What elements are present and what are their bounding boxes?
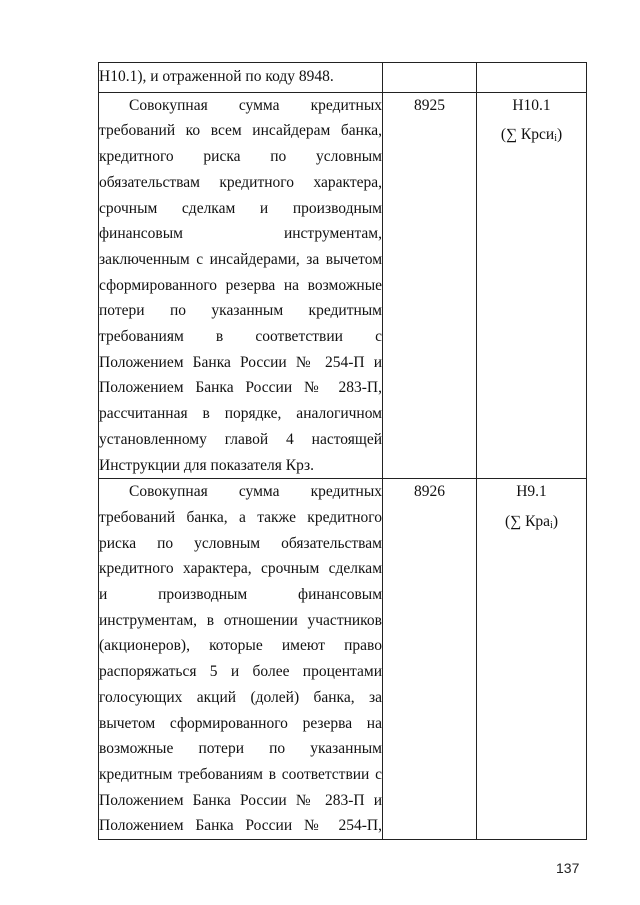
description-line: Совокупная сумма кредитных bbox=[129, 96, 382, 114]
description-line: кредитным требованиям в соответствии с bbox=[99, 765, 382, 783]
description-line: и производным финансовым bbox=[99, 586, 382, 604]
indicator-name: Н10.1 bbox=[512, 96, 551, 114]
description-line: вычетом сформированного резерва на bbox=[99, 714, 382, 732]
table-row bbox=[99, 479, 587, 840]
indicator-cell bbox=[477, 479, 587, 840]
description-line: Инструкции для показателя Крз. bbox=[99, 456, 315, 474]
code-cell bbox=[383, 63, 477, 93]
description-line: Н10.1), и отраженной по коду 8948. bbox=[99, 68, 334, 85]
description-line: установленному главой 4 настоящей bbox=[99, 430, 382, 448]
description-line: Положением Банка России № 283-П и bbox=[99, 791, 382, 809]
description-line: распоряжаться 5 и более процентами bbox=[99, 663, 382, 681]
description-line: обязательствам кредитного характера, bbox=[99, 173, 382, 191]
description-line: инструментам, в отношении участников bbox=[99, 611, 382, 629]
document-table bbox=[98, 62, 587, 840]
indicator-name: Н9.1 bbox=[516, 483, 547, 501]
description-line: требований ко всем инсайдерам банка, bbox=[99, 122, 382, 140]
indicator-cell bbox=[477, 63, 587, 93]
indicator-formula: (∑ Крси$_i$) bbox=[500, 126, 563, 145]
description-line: финансовым инструментам, bbox=[99, 225, 382, 243]
description-cell bbox=[99, 479, 383, 840]
description-line: возможные потери по указанным bbox=[99, 740, 382, 758]
description-line: Положением Банка России № 254-П и bbox=[99, 353, 382, 371]
description-line: Положением Банка России № 254-П, bbox=[99, 817, 382, 835]
description-line: Совокупная сумма кредитных bbox=[129, 483, 382, 501]
table-body bbox=[99, 63, 587, 840]
description-line: требованиям в соответствии с bbox=[99, 328, 382, 346]
description-cell bbox=[99, 63, 383, 93]
code-cell: 8926 bbox=[383, 479, 477, 840]
description-cell bbox=[99, 92, 383, 479]
description-line: кредитного риска по условным bbox=[99, 148, 382, 166]
code-cell: 8925 bbox=[383, 92, 477, 479]
indicator-formula: (∑ Кра$_i$) bbox=[504, 512, 558, 531]
description-line: требований банка, а также кредитного bbox=[99, 508, 382, 526]
table-row bbox=[99, 63, 587, 93]
description-line: кредитного характера, срочным сделкам bbox=[99, 560, 382, 578]
page-number: 137 bbox=[556, 860, 580, 876]
description-line: заключенным с инсайдерами, за вычетом bbox=[99, 250, 382, 268]
description-line: сформированного резерва на возможные bbox=[99, 276, 382, 294]
description-line: (акционеров), которые имеют право bbox=[99, 637, 382, 655]
description-line: потери по указанным кредитным bbox=[99, 302, 382, 320]
description-line: голосующих акций (долей) банка, за bbox=[99, 688, 382, 706]
description-line: срочным сделкам и производным bbox=[99, 199, 382, 217]
indicator-cell bbox=[477, 92, 587, 479]
description-line: рассчитанная в порядке, аналогичном bbox=[99, 405, 382, 423]
description-line: риска по условным обязательствам bbox=[99, 534, 382, 552]
description-line: Положением Банка России № 283-П, bbox=[99, 379, 382, 397]
table-row bbox=[99, 92, 587, 479]
